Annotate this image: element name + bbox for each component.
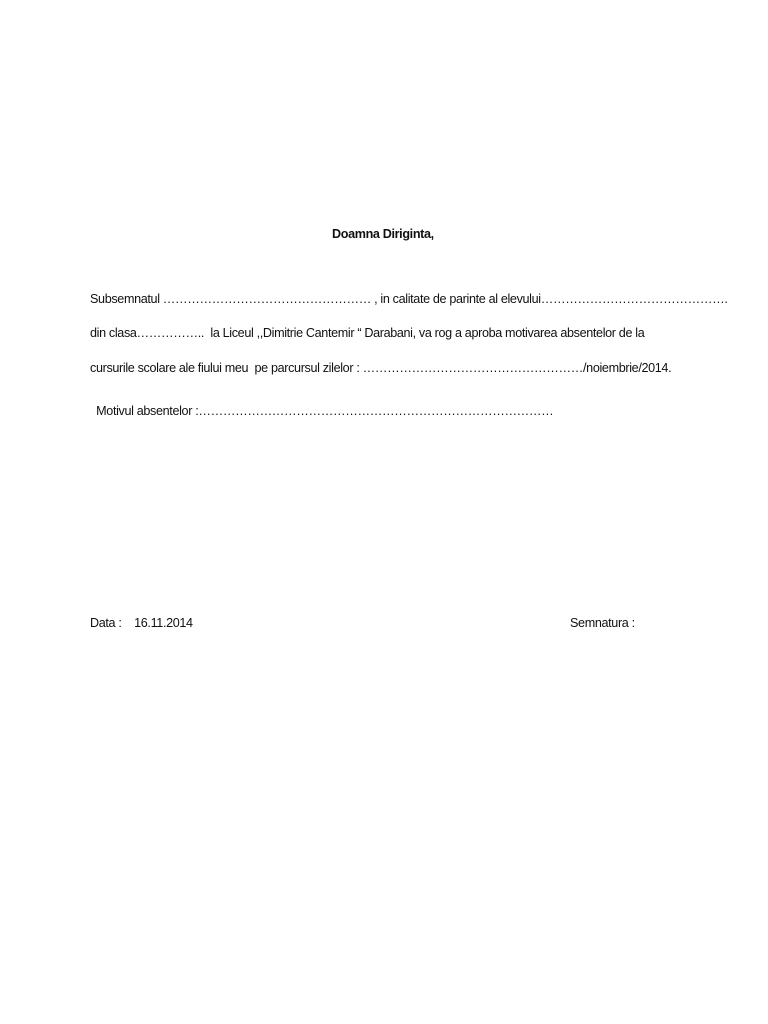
date-line [90, 615, 193, 631]
date-spacing [122, 616, 135, 630]
absence-reason-line: Motivul absentelor :…………………………………………………………………………… [93, 404, 554, 418]
date-label: Data : [90, 616, 122, 630]
paragraph-line-1: Subsemnatul …………………………………………… , in calitate de parinte al elevului………………………………………. [90, 292, 728, 306]
paragraph-line-3: cursurile scolare ale fiului meu pe parcursul zilelor : ………………………………………………/noiembrie/2014. [90, 361, 672, 375]
paragraph-line-2: din clasa…………….. la Liceul ,,Dimitrie Cantemir “ Darabani, va rog a aproba motivarea absentelor de la [90, 326, 645, 340]
date-value: 16.11.2014 [134, 616, 193, 630]
signature-label: Semnatura : [570, 616, 635, 630]
salutation: Doamna Diriginta, [332, 227, 434, 241]
